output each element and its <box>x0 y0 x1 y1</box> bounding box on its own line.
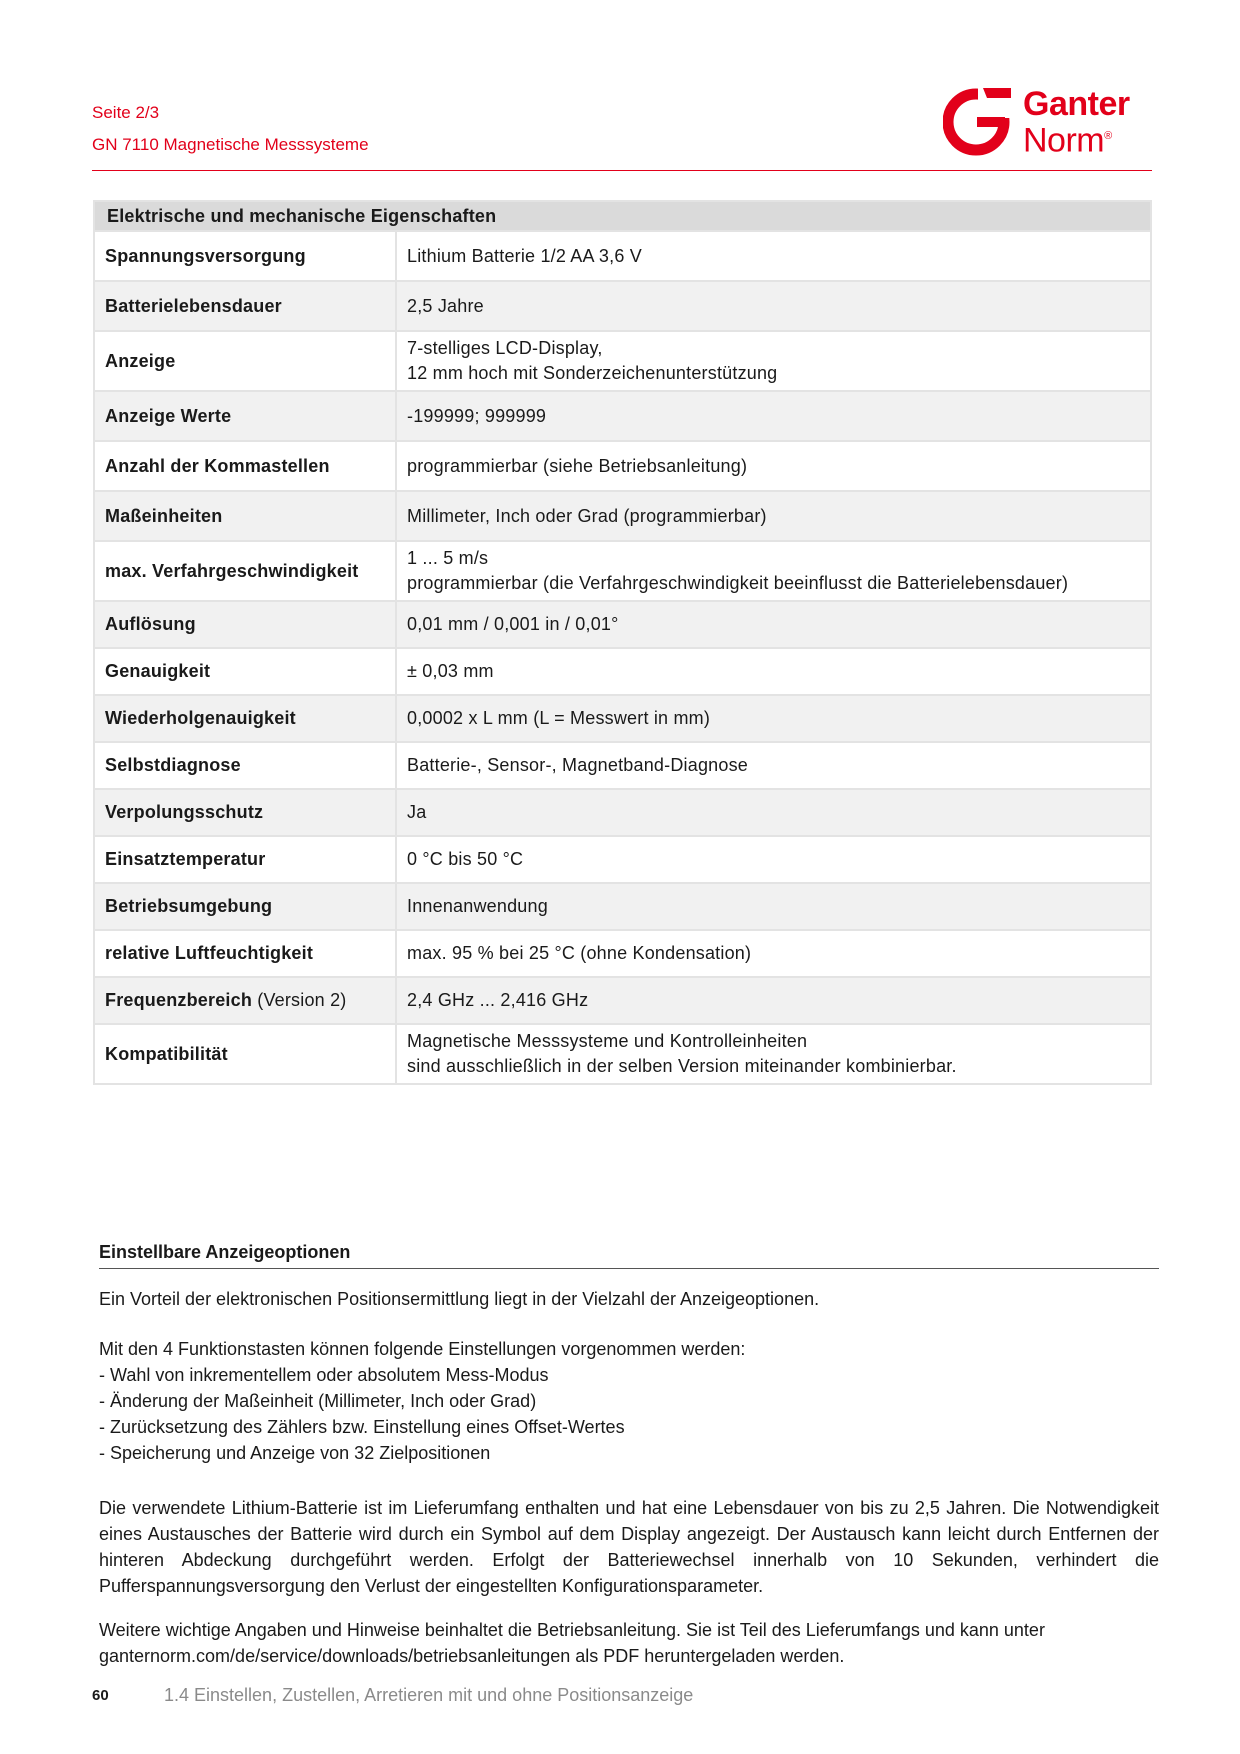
property-name-text: Kompatibilität <box>105 1043 228 1064</box>
property-value <box>396 930 1151 977</box>
intro-paragraph: Ein Vorteil der elektronischen Positionsermittlung liegt in der Vielzahl der Anzeigeoptionen. <box>99 1289 820 1309</box>
property-name-text: Frequenzbereich <box>105 990 253 1010</box>
logo-word-ganter: Ganter <box>1023 85 1130 123</box>
header-left <box>92 97 369 161</box>
property-name <box>94 331 396 391</box>
table-row <box>94 331 1151 391</box>
table-row <box>94 977 1151 1024</box>
property-name-text: Betriebsumgebung <box>105 896 273 916</box>
property-name <box>94 789 396 836</box>
property-value-line: Innenanwendung <box>407 896 548 916</box>
property-value-line: sind ausschließlich in der selben Version miteinander kombinierbar. <box>407 1056 957 1076</box>
battery-paragraph: Die verwendete Lithium-Batterie ist im Lieferumfang enthalten und hat eine Lebensdauer von bis zu 2,5 Jahren. Die Notwendigkeit eines Austausches der Batterie wird durch ein Symbol auf dem Display angezeigt. Der Austausch kann leicht durch Entfernen der hinteren Abdeckung durchgeführt werden. Erfolgt der Batteriewechsel innerhalb von 10 Sekunden, verhindert die Pufferspannungsversorgung den Verlust der eingestellten Konfigurationsparameter. <box>99 1498 1159 1596</box>
property-name <box>94 541 396 601</box>
property-name-text: Batterielebensdauer <box>105 295 282 316</box>
property-value <box>396 541 1151 601</box>
ganter-logo-icon <box>943 86 1013 156</box>
property-name-text: Genauigkeit <box>105 661 211 681</box>
property-value-line: -199999; 999999 <box>407 405 547 426</box>
property-name-suffix: (Version 2) <box>252 990 347 1010</box>
property-value <box>396 695 1151 742</box>
property-name-text: Anzeige Werte <box>105 405 232 426</box>
property-name-text: Verpolungsschutz <box>105 802 264 822</box>
property-name-text: Auflösung <box>105 614 196 634</box>
table-row <box>94 441 1151 491</box>
property-value <box>396 281 1151 331</box>
property-value-line: ± 0,03 mm <box>407 661 494 681</box>
properties-table-body <box>94 231 1151 1084</box>
table-row <box>94 742 1151 789</box>
property-value <box>396 391 1151 441</box>
property-value-line: 0 °C bis 50 °C <box>407 849 524 869</box>
property-name <box>94 883 396 930</box>
property-value <box>396 789 1151 836</box>
manual-paragraph <box>99 1617 1159 1669</box>
property-value-line: programmierbar (siehe Betriebsanleitung) <box>407 455 748 476</box>
property-name <box>94 281 396 331</box>
property-value-line: Lithium Batterie 1/2 AA 3,6 V <box>407 245 642 266</box>
property-value-line: 1 ... 5 m/s <box>407 548 489 568</box>
property-value-line: 7-stelliges LCD-Display, <box>407 338 603 358</box>
property-value <box>396 1024 1151 1084</box>
property-value-line: Millimeter, Inch oder Grad (programmierbar) <box>407 505 767 526</box>
table-row <box>94 930 1151 977</box>
property-name-text: relative Luftfeuchtigkeit <box>105 943 314 963</box>
page-number: 60 <box>92 1687 109 1704</box>
property-value <box>396 742 1151 789</box>
property-value <box>396 883 1151 930</box>
property-value <box>396 836 1151 883</box>
registered-mark: ® <box>1104 130 1112 142</box>
list-item: - Zurücksetzung des Zählers bzw. Einstellung eines Offset-Wertes <box>99 1417 625 1437</box>
property-name-text: Einsatztemperatur <box>105 849 266 869</box>
property-name-text: Wiederholgenauigkeit <box>105 708 296 728</box>
logo-word-norm: Norm <box>1023 121 1105 160</box>
property-name <box>94 977 396 1024</box>
property-name <box>94 491 396 541</box>
property-value-line: Ja <box>407 802 427 822</box>
header-divider <box>92 170 1152 171</box>
property-name <box>94 930 396 977</box>
property-value-line: 0,01 mm / 0,001 in / 0,01° <box>407 614 619 634</box>
property-name <box>94 648 396 695</box>
table-row <box>94 231 1151 281</box>
ganter-norm-logo <box>943 85 1153 160</box>
property-name-text: Maßeinheiten <box>105 505 223 526</box>
section-title: Einstellbare Anzeigeoptionen <box>99 1242 351 1262</box>
property-name <box>94 742 396 789</box>
property-value-line: Batterie-, Sensor-, Magnetband-Diagnose <box>407 755 748 775</box>
property-name <box>94 231 396 281</box>
manual-link-text[interactable]: ganternorm.com/de/service/downloads/betriebsanleitungen als PDF heruntergeladen werden. <box>99 1646 845 1666</box>
property-value <box>396 331 1151 391</box>
property-name <box>94 836 396 883</box>
table-row <box>94 391 1151 441</box>
property-value-line: 2,5 Jahre <box>407 295 484 316</box>
settings-list <box>99 1362 1159 1466</box>
property-value-line: 0,0002 x L mm (L = Messwert in mm) <box>407 708 711 728</box>
table-row <box>94 695 1151 742</box>
property-name <box>94 441 396 491</box>
table-row <box>94 648 1151 695</box>
table-row <box>94 1024 1151 1084</box>
property-name-text: Anzahl der Kommastellen <box>105 455 330 476</box>
table-row <box>94 281 1151 331</box>
function-keys-paragraph <box>99 1336 1159 1466</box>
property-value <box>396 231 1151 281</box>
property-name <box>94 695 396 742</box>
property-name <box>94 391 396 441</box>
property-value-line: 12 mm hoch mit Sonderzeichenunterstützung <box>407 363 778 383</box>
table-row <box>94 789 1151 836</box>
property-value <box>396 977 1151 1024</box>
property-name <box>94 1024 396 1084</box>
property-value <box>396 441 1151 491</box>
list-item: - Speicherung und Anzeige von 32 Zielpositionen <box>99 1443 491 1463</box>
properties-table <box>93 200 1152 1085</box>
table-row <box>94 491 1151 541</box>
page-indicator: Seite 2/3 <box>92 103 160 122</box>
manual-text-line1: Weitere wichtige Angaben und Hinweise beinhaltet die Betriebsanleitung. Sie ist Teil des Lieferumfangs und kann unter <box>99 1620 1045 1640</box>
property-value <box>396 648 1151 695</box>
product-title: GN 7110 Magnetische Messsysteme <box>92 135 369 154</box>
property-value-line: Magnetische Messsysteme und Kontrolleinheiten <box>407 1031 808 1051</box>
property-name-text: Selbstdiagnose <box>105 755 241 775</box>
table-row <box>94 541 1151 601</box>
table-row <box>94 883 1151 930</box>
property-name-text: max. Verfahrgeschwindigkeit <box>105 560 359 581</box>
list-intro: Mit den 4 Funktionstasten können folgende Einstellungen vorgenommen werden: <box>99 1339 746 1359</box>
section-divider <box>99 1268 1159 1269</box>
property-value-line: programmierbar (die Verfahrgeschwindigkeit beeinflusst die Batterielebensdauer) <box>407 573 1069 593</box>
property-name-text: Anzeige <box>105 350 176 371</box>
table-title: Elektrische und mechanische Eigenschaften <box>94 201 1151 231</box>
property-value <box>396 601 1151 648</box>
property-name <box>94 601 396 648</box>
property-value-line: 2,4 GHz ... 2,416 GHz <box>407 990 589 1010</box>
table-row <box>94 836 1151 883</box>
property-name-text: Spannungsversorgung <box>105 245 306 266</box>
property-value-line: max. 95 % bei 25 °C (ohne Kondensation) <box>407 943 752 963</box>
table-row <box>94 601 1151 648</box>
chapter-title: 1.4 Einstellen, Zustellen, Arretieren mit und ohne Positionsanzeige <box>164 1685 694 1705</box>
list-item: - Änderung der Maßeinheit (Millimeter, Inch oder Grad) <box>99 1391 537 1411</box>
list-item: - Wahl von inkrementellem oder absolutem Mess-Modus <box>99 1365 549 1385</box>
property-value <box>396 491 1151 541</box>
